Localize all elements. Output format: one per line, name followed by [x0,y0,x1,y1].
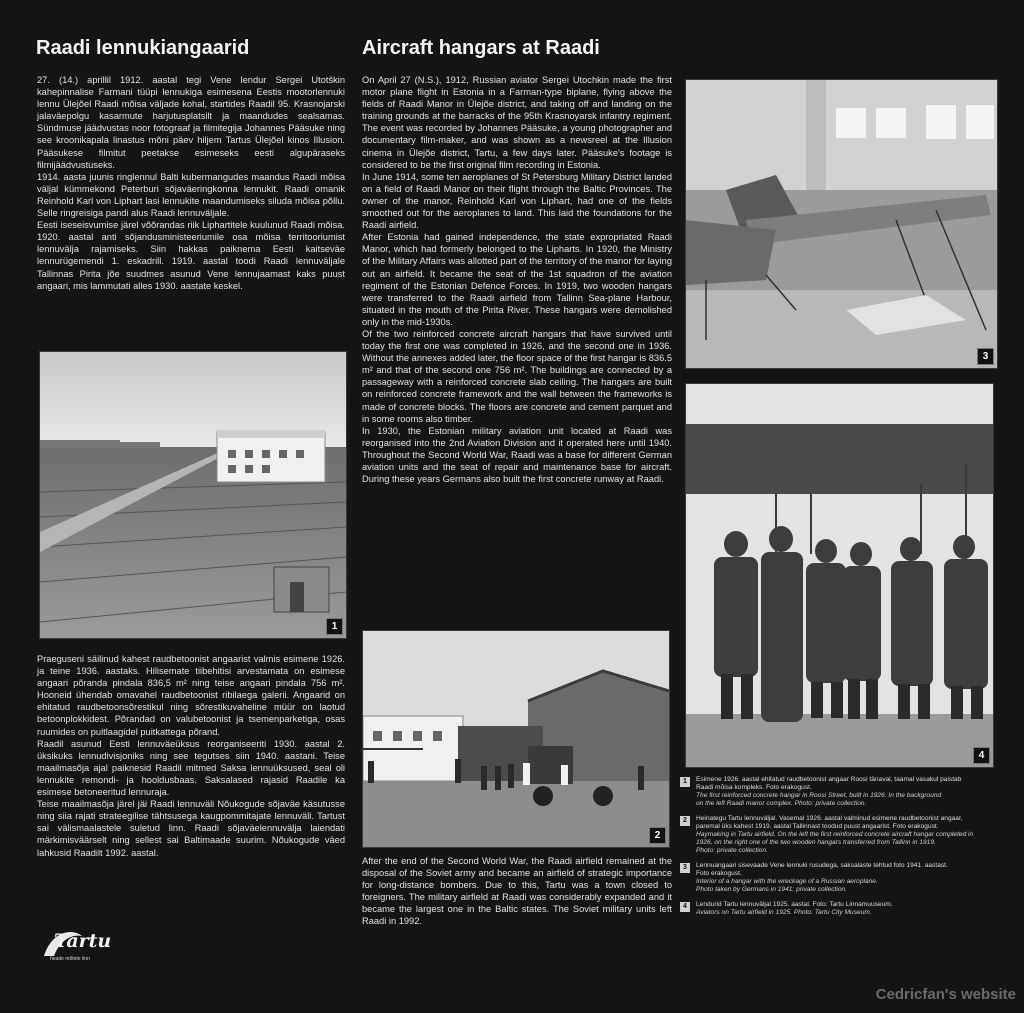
caption-number: 3 [680,863,690,873]
caption-number: 1 [680,777,690,787]
estonian-text-top: 27. (14.) aprillil 1912. aastal tegi Vene lendur Sergei Utotškin kahepinnalise Farmani tüüpi lennukiga esimesena Eestis mootorlennuki lennu Ülejõel Raadi mõisa väljade kohal, startides Raadil 95. Krasnojarski jalaväepolgu kasarmute harjutusplatsilt ja maandudes sealsamas. Sündmuse jäädvustas noor fotograaf ja filmitegija Johannes Pääsuke ning see kroonikapala linastus mõni päev hiljem Tartus Ülejõel kinos Illusion. Pääsukese filmitut peetakse esimeseks eesti algupäraseks filmijäädvustuseks. 1914. aasta juunis ringlennul Balti kubermangudes maandus Raadi mõisa väljal kümmekond Peterburi sõjaväeringkonna lennukit. Raadi omanik Reinhold Karl von Liphart lasi lennukite maandumiseks siluda mõisa põllu. Selle ringreisiga pandi alus Raadi lennuväljale. Eesti iseseisvumise järel võõrandas riik Liphartitele kuulunud Raadi mõisa. 1920. aastal anti sõjandusministeeriumile osa mõisa territooriumist lennuvälja rajamiseks. Siin hakkas paiknema Eesti kaitseväe lennurügemendi 1. eskadrill. 1919. aastal toodi Raadi lennuväljale Tallinnas Pirita jõe suudmes asunud Vene lennujaamast kaks puust angaari, mis lammutati alles 1930. aastate keskel. [37,75,345,291]
caption-item [680,776,980,808]
photo-hangar-interior [685,79,998,369]
caption-number: 2 [680,816,690,826]
photo-haymaking [362,630,670,848]
photo-aviators [685,383,994,768]
caption-item [680,901,980,917]
english-text-bottom: After the end of the Second World War, the Raadi airfield remained at the disposal of the Soviet army and became an airfield of strategic importance for long-distance bombers. Due to this, Tartu was a town closed to foreigners. The military airfield at Raadi was considerably expanded and it became the largest one in the Baltic states. The Soviet military units left Raadi in 1992. [362,856,672,927]
photo-hangar-field [39,351,347,639]
watermark: Cedricfan's website [875,986,1016,1003]
caption-english: Haymaking in Tartu airfield. On the left the first reinforced concrete aircraft hangar completed in 1926, on the right one of the two wooden hangars transferred from Tallinn in 1919. Photo: private collection. [696,831,974,854]
caption-estonian: Heinategu Tartu lennuväljal. Vasemal 1926. aastal valminud esimene raudbetoonist angaar, paremal üks kahest 1919. aastal Tallinnast toodud puust angaarist. Foto erakogust. [696,815,963,830]
estonian-title: Raadi lennukiangaarid [36,37,250,59]
english-title: Aircraft hangars at Raadi [362,37,600,59]
caption-estonian: Lendurid Tartu lennuväljal 1925. aastal. Foto: Tartu Linnamuuseum. [696,901,893,908]
photo-number: 4 [973,747,990,764]
caption-english: Aviators on Tartu airfield in 1925. Photo: Tartu City Museum. [696,909,872,916]
caption-number: 4 [680,902,690,912]
photo-captions [680,776,980,924]
photo-number: 3 [977,348,994,365]
photo-number: 2 [649,827,666,844]
logo-wordmark: Tartu [54,930,112,952]
caption-item [680,815,980,855]
caption-english: Interior of a hangar with the wreckage of a Russian aeroplane. Photo taken by Germans in 1941; private collection. [696,878,878,893]
caption-estonian: Lennuangaari sisevaade Vene lennuki rusudega, saksalaste tehtud foto 1941. aastast. Foto erakogust. [696,862,948,877]
caption-english: The first reinforced concrete hangar in Roosi Street, built in 1926. In the background on the left Raadi manor complex. Photo: private collection. [696,792,942,807]
logo-tagline: heade mõtete linn [50,956,90,962]
estonian-text-bottom: Praeguseni säilinud kahest raudbetoonist angaarist valmis esimene 1926. ja teine 1936. aastaks. Hilisemate tiibehitisi arvestamata on esimese angaari põranda pindala 836,5 m² ning teise angaari pindala 756 m². Hooneid ühendab omavahel raudbetoonist ribilaega galerii. Angaarid on ehitatud raudbetoonsõrestikul ning sõrestikuvaheline müür on laotud betoonplokkidest. Põrandad on valubetoonist ja tsemenparketiga, osas ruumides on puitlaagidel puitkattega põrand. Raadil asunud Eesti lennuväeüksus reorganiseeriti 1930. aastal 2. üksikuks lennudivisjoniks ning see tegutses siin 1940. aastani. Teise maailmasõja ajal paiknesid Raadil mitmed Saksa lennuüksused, seal oli lennukite remondi- ja hooldusbaas. Saksalased rajasid Raadile ka esimese betoneeritud lennuraja. Teise maailmasõja järel jäi Raadi lennuväli Nõukogude sõjaväe käsutusse ning siia rajati strateegilise tähtsusega kaugpommitajate lennuväli. Tartust sai välismaalastele suletud linn. Raadi sõjaväelennuvälja laiendati märkimisväärselt ning sellest sai Baltimaade suurim. Nõukogude väed lahkusid Raadilt 1992. aastal. [37,654,345,858]
caption-item [680,862,980,894]
photo-number: 1 [326,618,343,635]
english-text-top: On April 27 (N.S.), 1912, Russian aviator Sergei Utochkin made the first motor plane flight in Estonia in a Farman-type biplane, flying above the fields of Raadi Manor in Ülejõe district, and taking off and landing on the training grounds at the barracks of the 95th Krasnoyarsk infantry regiment. The event was recorded by Johannes Pääsuke, a young photographer and documentary film-maker, and was shown as a newsreel at the Illusion cinema in Ülejõe district, Tartu, a few days later. Pääsuke's footage is considered to be the first original film recording in Estonia. In June 1914, some ten aeroplanes of St Petersburg Military District landed on a field of Raadi Manor on their flight through the Baltic Provinces. The owner of the manor, Reinhold Karl von Liphart, had one of the fields smoothed out for the aeroplanes to land. This laid the foundations for the Raadi airfield. After Estonia had gained independence, the state expropriated Raadi Manor, which had formerly belonged to the Lipharts. In 1920, the Ministry of the Military Affairs was allotted part of the territory of the manor for laying out an airfield. It became the seat of the 1st squadron of the aviation regiment of the Estonian Defence Forces. In 1919, two wooden hangars were transferred to the Raadi airfield from Tallinn Sea-plane Harbour, situated in the mouth of the Pirita River. These hangars were demolished only in the mid-1930s. Of the two reinforced concrete aircraft hangars that have survived until today the first one was completed in 1926, and the second one in 1936. Without the annexes added later, the floor space of the first hangar is 836.5 m² and that of the second one 756 m². The buildings are connected by a passageway with a reinforced concrete slab ceiling. The hangars are built on reinforced concrete framework and the wall between the frameworks is made of concrete blocks. The floors are concrete and cement parquet and in some rooms also timber. In 1930, the Estonian military aviation unit located at Raadi was reorganised into the 2nd Aviation Division and it operated here until 1940. Throughout the Second World War, Raadi was a base for different German aviation units and the seat of repair and maintenance base for aircraft. During these years Germans also built the first concrete runway at Raadi. [362,75,672,485]
caption-estonian: Esimene 1926. aastal ehitatud raudbetoonist angaar Roosi tänaval, taamal vasakul paistab Raadi mõisa kompleks. Foto erakogust. [696,776,962,791]
